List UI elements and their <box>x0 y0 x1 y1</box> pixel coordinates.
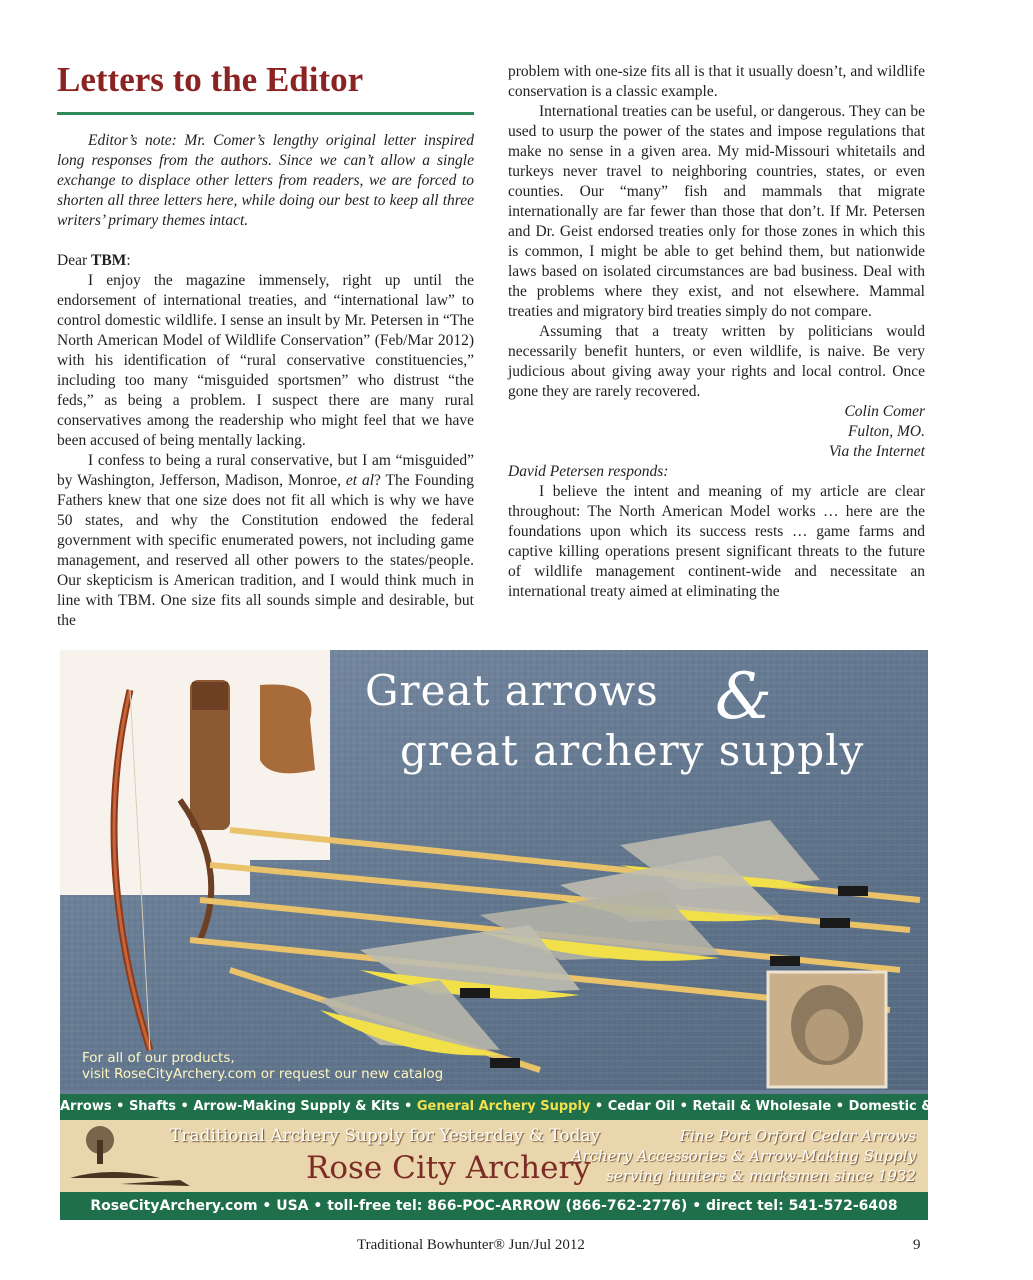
ad-logo-right-2: Archery Accessories & Arrow-Making Supply <box>571 1147 916 1165</box>
title-rule <box>57 112 474 115</box>
letter-paragraph-3: International treaties can be useful, or dangerous. They can be used to usurp the power of the states and impose regulations that make no sense in a given area. My mid-Missouri whitetails and turkeys never travel to neighboring countries, states, or even counties. Our “many” fish and mammals that migrate internationally are far fewer than those that don’t. If Mr. Petersen and Dr. Geist endorsed treaties only for those zones in which this is common, I might be able to get behind them, but nationwide laws based on isolated circumstances are bad business. Deal with the problems where they exist, and not elsewhere. Mammal treaties and migratory bird treaties simply do not compare. <box>508 103 925 320</box>
footer-page-number: 9 <box>913 1237 921 1253</box>
right-column <box>508 62 925 602</box>
signature-place: Fulton, MO. <box>847 423 925 440</box>
signature-via: Via the Internet <box>828 443 925 460</box>
editors-note <box>57 131 474 231</box>
response-header: David Petersen responds: <box>508 463 669 480</box>
ad-logo-panel <box>60 1120 928 1192</box>
ad-product-bar: Arrows • Shafts • Arrow-Making Supply & Kits • General Archery Supply • Cedar Oil • Retail & Wholesale • Domestic & International <box>60 1094 928 1120</box>
ad-headline-ampersand: & <box>715 660 773 734</box>
footer-publication: Traditional Bowhunter® Jun/Jul 2012 <box>357 1237 585 1253</box>
ad-logo-tagline: Traditional Archery Supply for Yesterday & Today <box>170 1126 601 1146</box>
editors-note-text: Editor’s note: Mr. Comer’s lengthy original letter inspired long responses from the authors. Since we can’t allow a single exchange to displace other letters from readers, we are forced to shorten all three letters here, while doing our best to keep all three writers’ primary themes intact. <box>57 132 474 229</box>
ad-logo-name: Rose City Archery <box>306 1150 591 1186</box>
salutation-name: TBM <box>91 252 127 269</box>
ad-catalog-text: For all of our products, visit RoseCityArchery.com or request our new catalog <box>82 1050 444 1082</box>
ad-logo-right-3: serving hunters & marksmen since 1932 <box>606 1167 916 1185</box>
left-column <box>57 60 474 631</box>
salutation: Dear TBM: <box>57 252 131 269</box>
ad-contact-bar: RoseCityArchery.com • USA • toll-free tel: 866-POC-ARROW (866-762-2776) • direct tel: 541-572-6408 <box>60 1192 928 1220</box>
letter-paragraph-4: Assuming that a treaty written by politicians would necessarily benefit hunters, or even wildlife, is naive. Be very judicious about giving away your rights and local control. Once gone they are rarely recovered. <box>508 323 925 400</box>
letter-paragraph-1: I enjoy the magazine immensely, right up until the endorsement of international treaties, and “international law” to control domestic wildlife. I sense an insult by Mr. Petersen in “The North American Model of Wildlife Conservation” (Feb/Mar 2012) with his identification of “rural conservative constituencies,” including too many “misguided sportsmen” who distrust “the feds,” as being a problem. I suspect there are many rural conservatives among the readership who might feel that we have been accused of being mentally lacking. <box>57 272 474 449</box>
ad-photo-arrows <box>60 650 928 1090</box>
page-title: Letters to the Editor <box>57 60 364 99</box>
letter-paragraph-2: I confess to being a rural conservative, but I am “misguided” by Washington, Jefferson, Madison, Monroe, et al? The Founding Fathers knew that one size does not fit all which is why we have 50 states, and why the Constitution endowed the federal government with specific enumerated powers, not including game management, and reserved all other powers to the states/people. Our skepticism is American tradition, and I would think much in line with TBM. One size fits all sounds simple and desirable, but the <box>57 452 475 629</box>
letter-continuation: problem with one-size fits all is that it usually doesn’t, and wildlife conservation is a classic example. <box>508 63 925 100</box>
ad-logo-right-1: Fine Port Orford Cedar Arrows <box>679 1127 916 1145</box>
signature-name: Colin Comer <box>844 403 925 420</box>
response-paragraph: I believe the intent and meaning of my article are clear throughout: The North American Model works … here are the foundations upon which its success rests … game farms and captive killing operations present significant threats to the future of wildlife management continent-wide and necessitate an international treaty aimed at eliminating the <box>508 483 925 600</box>
ad-headline-line2: great archery supply <box>400 726 865 775</box>
advertisement <box>60 650 1033 1220</box>
ad-headline-line1: Great arrows <box>365 666 659 715</box>
